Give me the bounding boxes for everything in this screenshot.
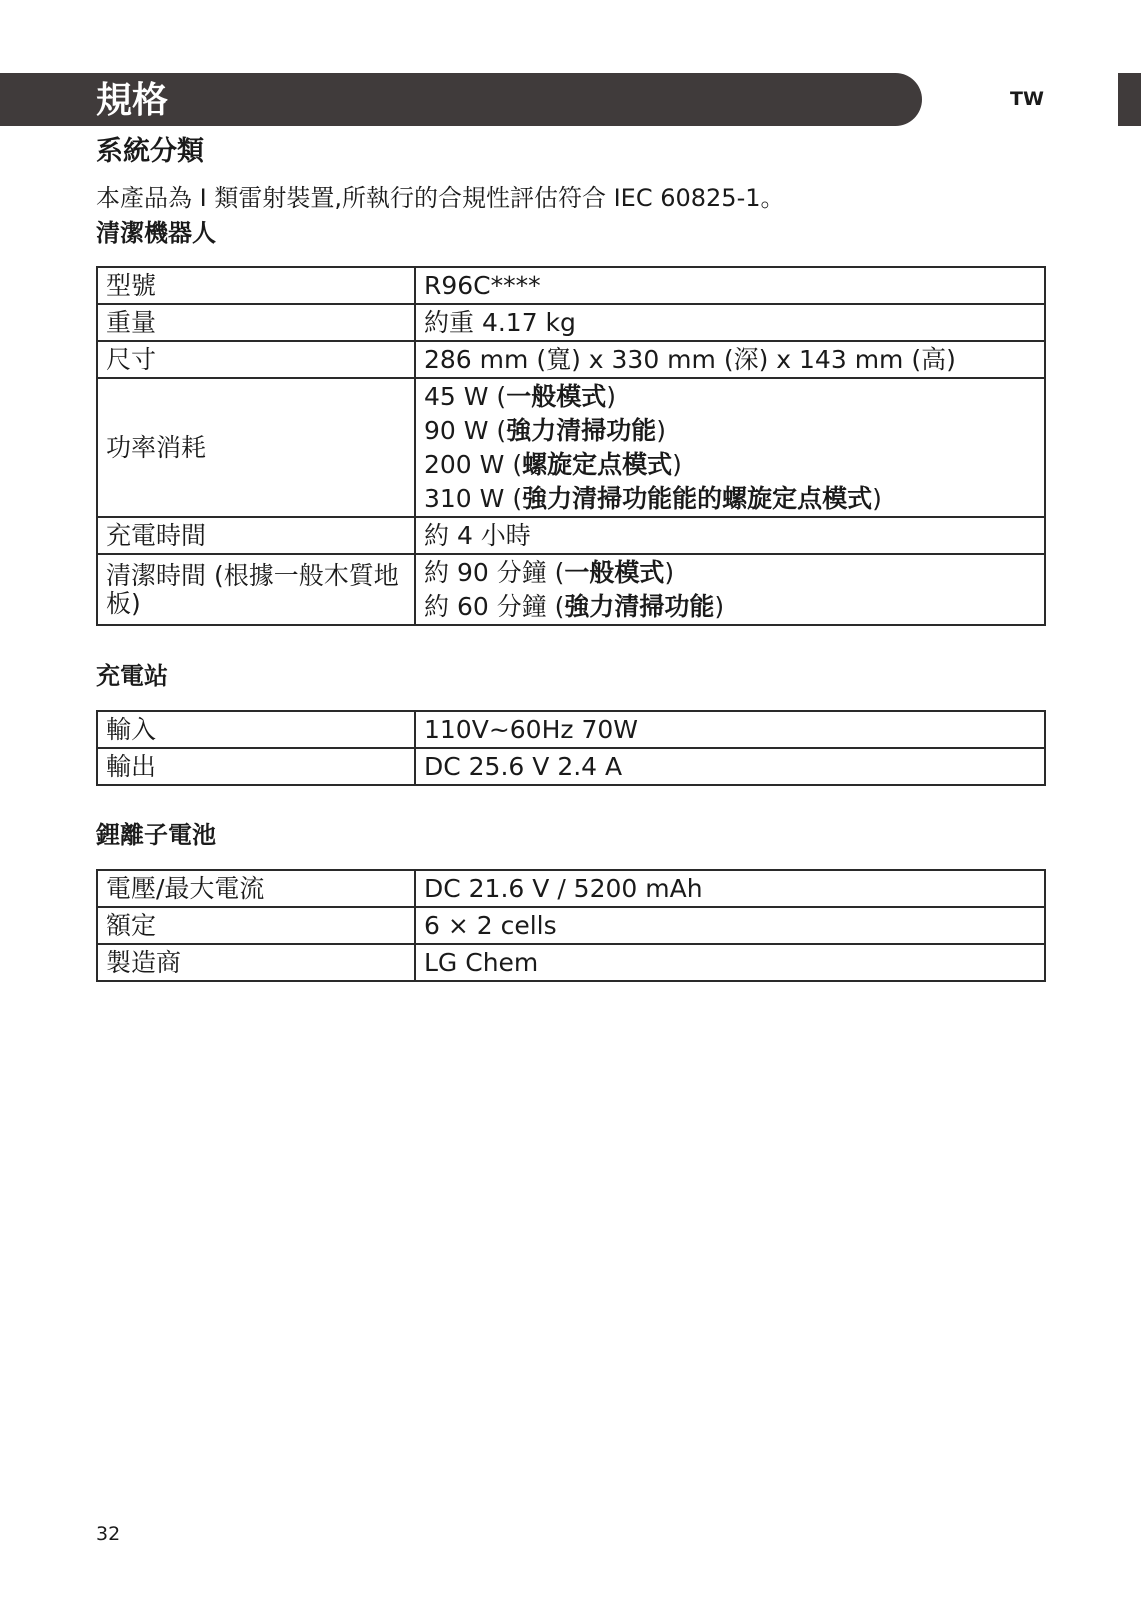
side-tab-marker [1118,73,1141,126]
spec-key: 電壓/最大電流 [97,870,415,907]
table-row [97,378,1045,517]
battery-heading: 鋰離子電池 [96,821,216,849]
power-line: 90 W (強力清掃功能) [424,416,666,445]
clean-time-line: 約 60 分鐘 (強力清掃功能) [424,592,725,621]
power-line: 45 W (一般模式) [424,382,616,411]
robot-heading: 清潔機器人 [96,219,216,247]
clean-time-line: 約 90 分鐘 (一般模式) [424,558,675,587]
spec-key: 輸出 [97,748,415,785]
spec-value: DC 25.6 V 2.4 A [415,748,1045,785]
station-spec-table [96,710,1046,786]
section-heading: 系統分類 [96,136,204,167]
station-heading: 充電站 [96,662,168,690]
spec-value: 約 4 小時 [415,517,1045,554]
spec-value: R96C**** [415,267,1045,304]
table-row [97,711,1045,748]
spec-value: 6 × 2 cells [415,907,1045,944]
spec-value: LG Chem [415,944,1045,981]
spec-value-power [415,378,1045,517]
table-row [97,944,1045,981]
table-row [97,517,1045,554]
table-row [97,341,1045,378]
table-row [97,554,1045,625]
table-row [97,907,1045,944]
spec-key: 清潔時間 (根據一般木質地板) [97,554,415,625]
spec-key: 重量 [97,304,415,341]
spec-value: 約重 4.17 kg [415,304,1045,341]
table-row [97,304,1045,341]
spec-value-clean-time [415,554,1045,625]
battery-spec-table [96,869,1046,982]
language-tag: TW [1010,88,1044,110]
intro-text: 本產品為 I 類雷射裝置,所執行的合規性評估符合 IEC 60825-1。 [96,184,785,212]
table-row [97,267,1045,304]
spec-key: 尺寸 [97,341,415,378]
table-row [97,870,1045,907]
robot-spec-table [96,266,1046,626]
spec-value: 110V~60Hz 70W [415,711,1045,748]
spec-key: 充電時間 [97,517,415,554]
spec-key: 額定 [97,907,415,944]
spec-value: 286 mm (寬) x 330 mm (深) x 143 mm (高) [415,341,1045,378]
power-line: 310 W (強力清掃功能能的螺旋定点模式) [424,484,882,513]
spec-key: 輸入 [97,711,415,748]
page-title: 規格 [96,80,169,121]
power-line: 200 W (螺旋定点模式) [424,450,682,479]
table-row [97,748,1045,785]
page-number: 32 [96,1523,121,1545]
spec-key: 功率消耗 [97,378,415,517]
spec-key: 製造商 [97,944,415,981]
spec-key: 型號 [97,267,415,304]
spec-value: DC 21.6 V / 5200 mAh [415,870,1045,907]
